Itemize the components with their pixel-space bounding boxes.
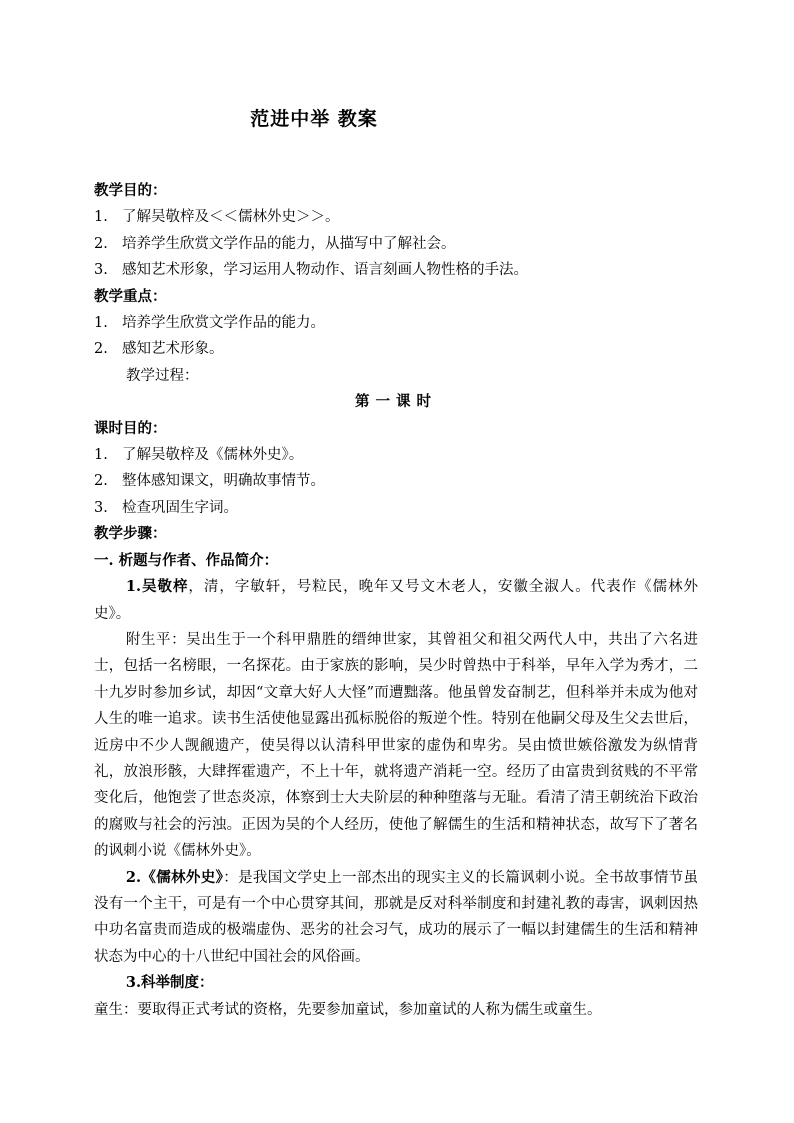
objective-text: 了解吴敬梓及＜＜儒林外史＞＞。 bbox=[122, 209, 340, 226]
objective-item bbox=[94, 204, 698, 230]
section-one-heading: 一. 析题与作者、作品简介： bbox=[94, 551, 279, 569]
biography-paragraph: 附生平：吴出生于一个科甲鼎胜的缙绅世家，其曾祖父和祖父两代人中，共出了六名进士，包括一名榜眼，一名探花。由于家族的影响，吴少时曾热中于科举，早年入学为秀才，二十九岁时参加乡试，却因“文章大好人大怪”而遭黜落。他虽曾发奋制艺，但科举并未成为他对人生的唯一追求。读书生活使他显露出孤标脱俗的叛逆个性。特别在他嗣父母及生父去世后，近房中不少人觊觎遗产，使吴得以认清科甲世家的虚伪和卑劣。吴由愤世嫉俗激发为纵情背礼，放浪形骸，大肆挥霍遗产，不上十年，就将遗产消耗一空。经历了由富贵到贫贱的不平常变化后，他饱尝了世态炎凉，体察到士大夫阶层的种种堕落与无耻。看清了清王朝统治下政治的腐败与社会的污浊。正因为吴的个人经历，使他了解儒生的生活和精神状态，故写下了著名的讽刺小说《儒林外史》。 bbox=[94, 631, 698, 860]
work-label: 2.《儒林外史》 bbox=[125, 868, 224, 886]
work-text: ：是我国文学史上一部杰出的现实主义的长篇讽刺小说。全书故事情节虽没有一个主干，可是有一个中心贯穿其间，那就是反对科举制度和封建礼教的毒害，讽刺因热中功名富贵而造成的极端虚伪、恶劣的社会习气，成功的展示了一幅以封建儒生的生活和精神状态为中心的十八世纪中国社会的风俗画。 bbox=[94, 869, 698, 965]
objective-number: 3. bbox=[94, 262, 108, 279]
lesson-objective-number: 2. bbox=[94, 473, 108, 490]
objective-text: 感知艺术形象，学习运用人物动作、语言刻画人物性格的手法。 bbox=[122, 262, 528, 279]
author-paragraph bbox=[94, 574, 698, 627]
steps-heading: 教学步骤： bbox=[94, 525, 167, 543]
document-title-text: 范进中举 教案 bbox=[250, 108, 378, 130]
document-title bbox=[94, 104, 698, 131]
lesson-title: 第一课时 bbox=[355, 393, 437, 411]
process-label: 教学过程： bbox=[126, 367, 199, 384]
lesson-objectives-heading: 课时目的： bbox=[94, 419, 167, 437]
lesson-objective-text: 整体感知课文，明确故事情节。 bbox=[122, 473, 325, 490]
key-point-item bbox=[94, 336, 698, 362]
key-point-text: 感知艺术形象。 bbox=[122, 341, 224, 358]
work-paragraph bbox=[94, 865, 698, 971]
objectives-heading: 教学目的： bbox=[94, 182, 167, 199]
lesson-objective-text: 检查巩固生字词。 bbox=[122, 499, 238, 516]
key-point-item bbox=[94, 310, 698, 336]
exam-system-heading: 3.科举制度： bbox=[125, 974, 214, 992]
lesson-objective-item bbox=[94, 442, 698, 468]
key-point-text: 培养学生欣赏文学作品的能力。 bbox=[122, 315, 325, 332]
key-point-number: 1. bbox=[94, 315, 108, 332]
lesson-objective-item bbox=[94, 468, 698, 494]
key-point-number: 2. bbox=[94, 341, 108, 358]
author-label: 1.吴敬梓 bbox=[125, 578, 189, 596]
objective-item bbox=[94, 231, 698, 257]
objective-number: 2. bbox=[94, 235, 108, 252]
document-body bbox=[94, 178, 698, 1023]
objective-number: 1. bbox=[94, 209, 108, 226]
lesson-objective-item bbox=[94, 495, 698, 521]
lesson-objective-number: 1. bbox=[94, 447, 108, 464]
objective-text: 培养学生欣赏文学作品的能力，从描写中了解社会。 bbox=[122, 235, 456, 252]
lesson-objective-number: 3. bbox=[94, 499, 108, 516]
lesson-objective-text: 了解吴敬梓及《儒林外史》。 bbox=[122, 447, 304, 464]
objective-item bbox=[94, 257, 698, 283]
author-text: ，清，字敏轩，号粒民，晚年又号文木老人，安徽全淑人。代表作《儒林外史》。 bbox=[94, 579, 699, 622]
tongsheng-paragraph: 童生：要取得正式考试的资格，先要参加童试，参加童试的人称为儒生或童生。 bbox=[94, 1001, 602, 1018]
key-points-heading: 教学重点： bbox=[94, 287, 167, 305]
